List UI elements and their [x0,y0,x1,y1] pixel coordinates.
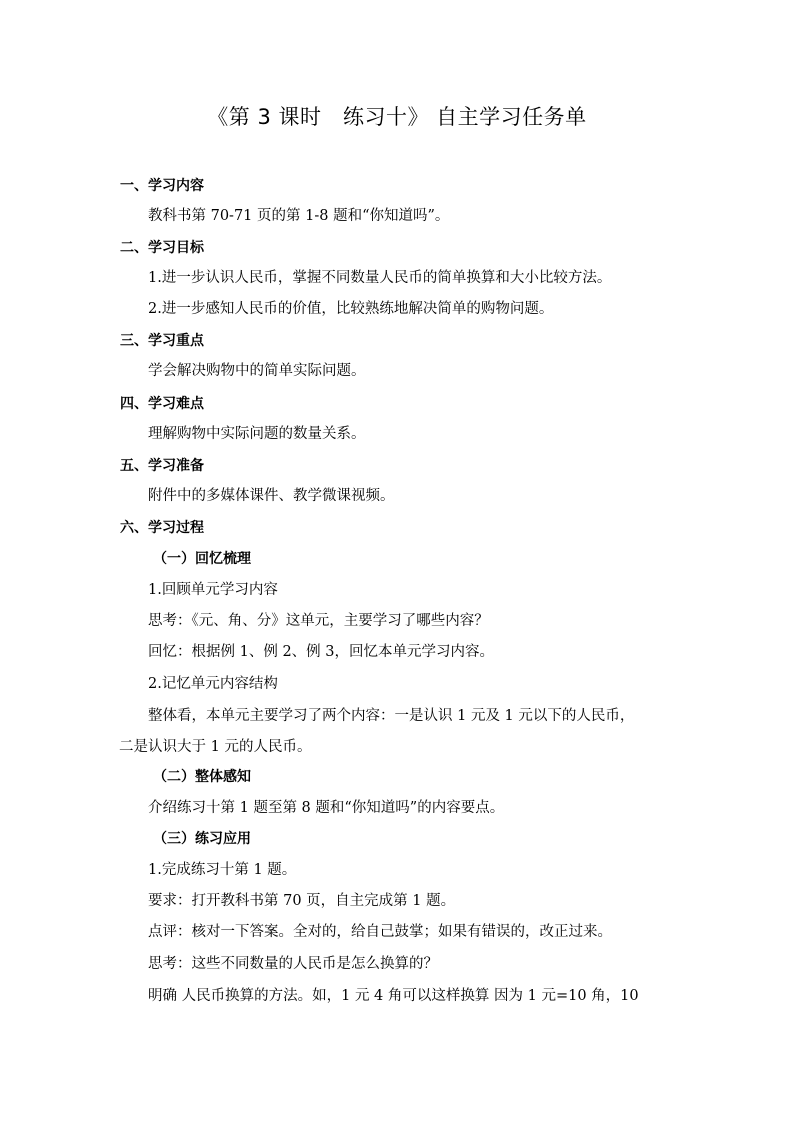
paragraph: 二是认识大于 1 元的人民币。 [119,739,312,755]
paragraph: 1.进一步认识人民币，掌握不同数量人民币的简单换算和大小比较方法。 [148,270,612,286]
paragraph: 教科书第 70-71 页的第 1-8 题和“你知道吗”。 [148,208,450,224]
section-heading-focus: 三、学习重点 [120,333,204,349]
paragraph: 1.回顾单元学习内容 [148,582,278,598]
subsection-heading-practice: （三）练习应用 [153,831,251,847]
paragraph: 要求：打开教科书第 70 页，自主完成第 1 题。 [148,893,456,909]
section-heading-goals: 二、学习目标 [120,240,204,256]
paragraph: 回忆：根据例 1、例 2、例 3，回忆本单元学习内容。 [148,644,495,660]
paragraph: 2.进一步感知人民币的价值，比较熟练地解决简单的购物问题。 [148,301,554,317]
section-heading-preparation: 五、学习准备 [120,458,204,474]
page-title: 《第 3 课时 练习十》 自主学习任务单 [207,105,587,129]
paragraph: 附件中的多媒体课件、教学微课视频。 [148,488,395,504]
paragraph: 整体看，本单元主要学习了两个内容：一是认识 1 元及 1 元以下的人民币， [148,708,635,724]
paragraph: 2.记忆单元内容结构 [148,676,278,692]
paragraph: 思考：这些不同数量的人民币是怎么换算的？ [148,956,438,972]
subsection-heading-overview: （二）整体感知 [153,769,251,785]
paragraph: 思考：《元、角、分》这单元，主要学习了哪些内容？ [148,613,489,629]
paragraph: 理解购物中实际问题的数量关系。 [148,426,366,442]
section-heading-difficulty: 四、学习难点 [120,396,204,412]
section-heading-content: 一、学习内容 [120,178,204,194]
paragraph: 明确 人民币换算的方法。如，1 元 4 角可以这样换算 因为 1 元=10 角，10 [148,988,639,1004]
paragraph: 点评：核对一下答案。全对的，给自己鼓掌；如果有错误的，改正过来。 [148,924,612,940]
paragraph: 介绍练习十第 1 题至第 8 题和“你知道吗”的内容要点。 [148,800,505,816]
paragraph: 学会解决购物中的简单实际问题。 [148,363,366,379]
section-heading-process: 六、学习过程 [120,520,204,536]
subsection-heading-review: （一）回忆梳理 [153,551,251,567]
paragraph: 1.完成练习十第 1 题。 [148,862,297,878]
